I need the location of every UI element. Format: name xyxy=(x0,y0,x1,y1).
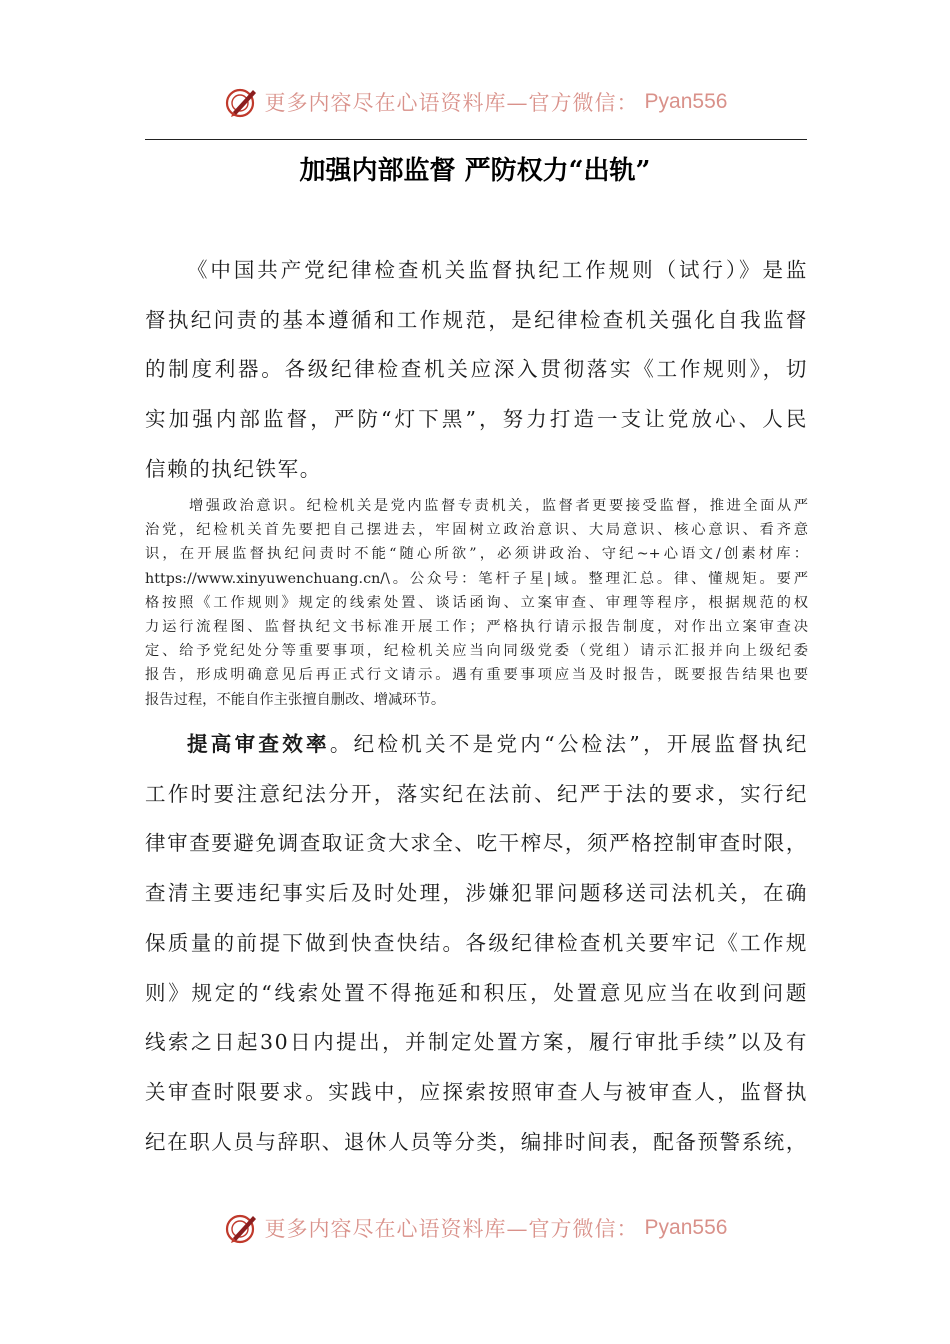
text-line: 定、给予党纪处分等重要事项，纪检机关应当向同级党委（党组）请示汇报并向上级纪委 xyxy=(145,643,808,660)
text-line: 格按照《工作规则》规定的线索处置、谈话函询、立案审查、审理等程序，根据规范的权 xyxy=(145,594,808,611)
text-line: https://www.xinyuwenchuang.cn/\。公众号：笔杆子星|域。整理汇总。律、懂规矩。要严 xyxy=(145,570,808,587)
paragraph-intro xyxy=(145,246,808,495)
text-line: 实加强内部监督，严防“灯下黑”，努力打造一支让党放心、人民 xyxy=(145,407,808,432)
footer-banner xyxy=(0,1208,950,1248)
header-rule xyxy=(145,139,807,140)
banner-wechat-id: Pyan556 xyxy=(644,1216,728,1239)
text-line: 治党，纪检机关首先要把自己摆进去，牢固树立政治意识、大局意识、核心意识、看齐意 xyxy=(145,522,808,539)
pen-logo-icon xyxy=(223,1210,259,1246)
text-line: 保质量的前提下做到快查快结。各级纪律检查机关要牢记《工作规 xyxy=(145,930,808,955)
text-line: 报告，形成明确意见后再正式行文请示。遇有重要事项应当及时报告，既要报告结果也要 xyxy=(145,667,808,684)
text-line: 《中国共产党纪律检查机关监督执纪工作规则（试行）》是监 xyxy=(187,258,808,282)
text-line: 工作时要注意纪法分开，落实纪在法前、纪严于法的要求，实行纪 xyxy=(145,781,808,806)
banner-text: 更多内容尽在心语资料库—官方微信： xyxy=(264,91,639,115)
text-fragment: 。纪检机关不是党内“公检法”，开展监督执纪 xyxy=(329,732,809,756)
paragraph-review-efficiency xyxy=(145,720,808,1167)
text-line: 关审查时限要求。实践中，应探索按照审查人与被审查人，监督执 xyxy=(145,1079,808,1104)
text-line: 律审查要避免调查取证贪大求全、吃干榨尽，须严格控制审查时限， xyxy=(145,831,808,856)
banner-text: 更多内容尽在心语资料库—官方微信： xyxy=(264,1217,639,1241)
header-banner xyxy=(0,82,950,122)
text-line: 的制度利器。各级纪律检查机关应深入贯彻落实《工作规则》，切 xyxy=(145,357,808,382)
text-line: 力运行流程图、监督执纪文书标准开展工作；严格执行请示报告制度，对作出立案审查决 xyxy=(145,619,808,636)
pen-logo-icon xyxy=(223,84,259,120)
text-line: 信赖的执纪铁军。 xyxy=(145,456,322,481)
text-line: 查清主要违纪事实后及时处理，涉嫌犯罪问题移送司法机关，在确 xyxy=(145,881,808,906)
text-line: 纪在职人员与辞职、退休人员等分类，编排时间表，配备预警系统， xyxy=(145,1129,808,1154)
text-line: 报告过程，不能自作主张擅自删改、增减环节。 xyxy=(145,691,446,708)
text-line: 督执纪问责的基本遵循和工作规范，是纪律检查机关强化自我监督 xyxy=(145,307,808,332)
paragraph-political-awareness xyxy=(145,494,808,712)
text-line: 线索之日起30日内提出，并制定处置方案，履行审批手续”以及有 xyxy=(145,1030,808,1055)
banner-wechat-id: Pyan556 xyxy=(644,90,728,113)
text-line xyxy=(145,720,808,770)
document-title: 加强内部监督 严防权力“出轨” xyxy=(299,156,651,186)
paragraph-lead: 提高审查效率 xyxy=(187,732,330,756)
text-line: 识，在开展监督执纪问责时不能“随心所欲”，必须讲政治、守纪~+心语文/创素材库： xyxy=(145,546,808,563)
text-line: 则》规定的“线索处置不得拖延和积压，处置意见应当在收到问题 xyxy=(145,980,808,1005)
text-line: 增强政治意识。纪检机关是党内监督专责机关，监督者更要接受监督，推进全面从严 xyxy=(189,498,808,514)
